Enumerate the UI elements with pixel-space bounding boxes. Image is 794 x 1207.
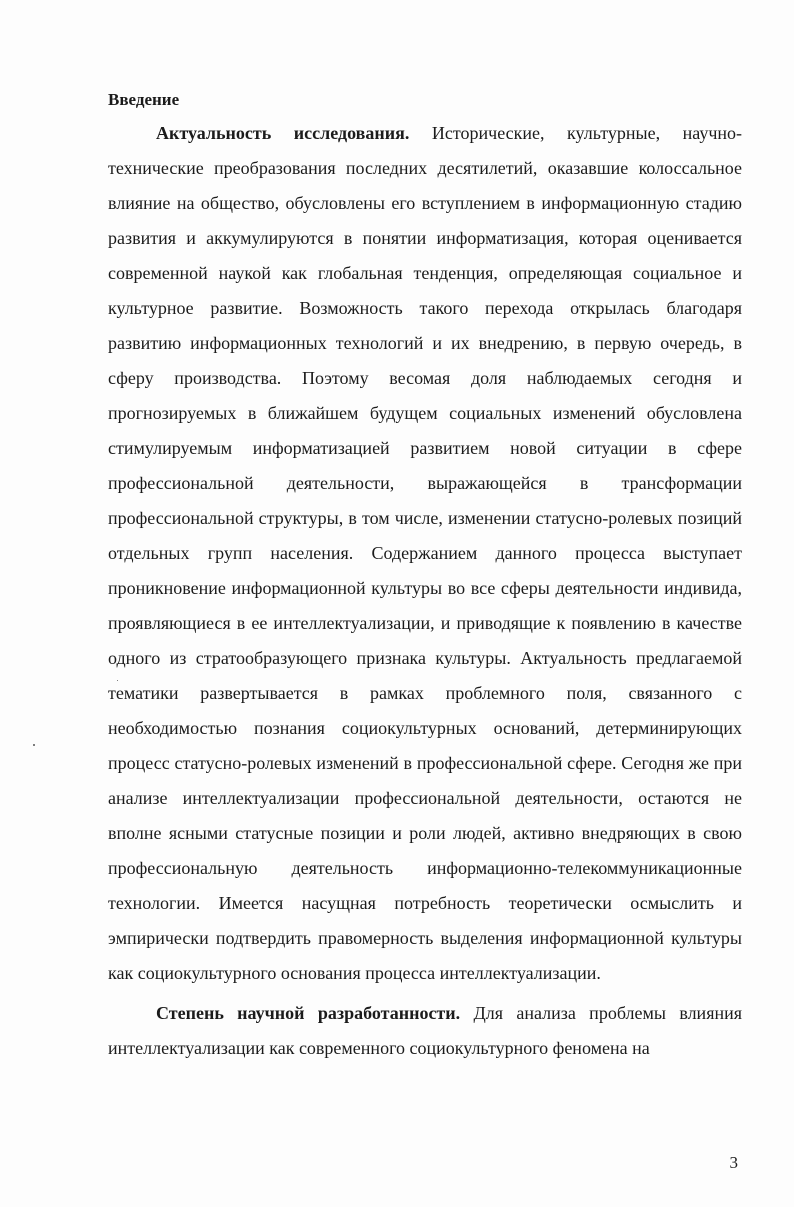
document-body: [108, 90, 742, 1066]
paragraph-lead-relevance: Актуальность исследования.: [156, 123, 410, 143]
page-number: 3: [729, 1153, 738, 1172]
paragraph-text-relevance: Исторические, культурные, научно-технические преобразования последних десятилетий, оказавшие колоссальное влияние на общество, обусловлены его вступлением в информационную стадию развития и аккумулируются в понятии информатизация, которая оценивается современной наукой как глобальная тенденция, определяющая социальное и культурное развитие. Возможность такого перехода открылась благодаря развитию информационных технологий и их внедрению, в первую очередь, в сферу производства. Поэтому весомая доля наблюдаемых сегодня и прогнозируемых в ближайшем будущем социальных изменений обусловлена стимулируемым информатизацией развитием новой ситуации в сфере профессиональной деятельности, выражающейся в трансформации профессиональной структуры, в том числе, изменении статусно-ролевых позиций отдельных групп населения. Содержанием данного процесса выступает проникновение информационной культуры во все сферы деятельности индивида, проявляющиеся в ее интеллектуализации, и приводящие к появлению в качестве одного из стратообразующего признака культуры. Актуальность предлагаемой тематики развертывается в рамках проблемного поля, связанного с необходимостью познания социокультурных оснований, детерминирующих процесс статусно-ролевых изменений в профессиональной сфере. Сегодня же при анализе интеллектуализации профессиональной деятельности, остаются не вполне ясными статусные позиции и роли людей, активно внедряющих в свою профессиональную деятельность информационно-телекоммуникационные технологии. Имеется насущная потребность теоретически осмыслить и эмпирически подтвердить правомерность выделения информационной культуры как социокультурного основания процесса интеллектуализации.: [108, 123, 743, 983]
scan-speck: [33, 744, 35, 746]
scan-speck: [117, 680, 118, 681]
section-heading: Введение: [108, 90, 180, 109]
paragraph-elaboration: [108, 996, 742, 1066]
paragraph-lead-elaboration: Степень научной разработанности.: [156, 1003, 461, 1023]
paragraph-text-elaboration: Для анализа проблемы влияния интеллектуализации как современного социокультурного феномена на: [108, 1003, 743, 1058]
paragraph-relevance: [108, 116, 742, 991]
